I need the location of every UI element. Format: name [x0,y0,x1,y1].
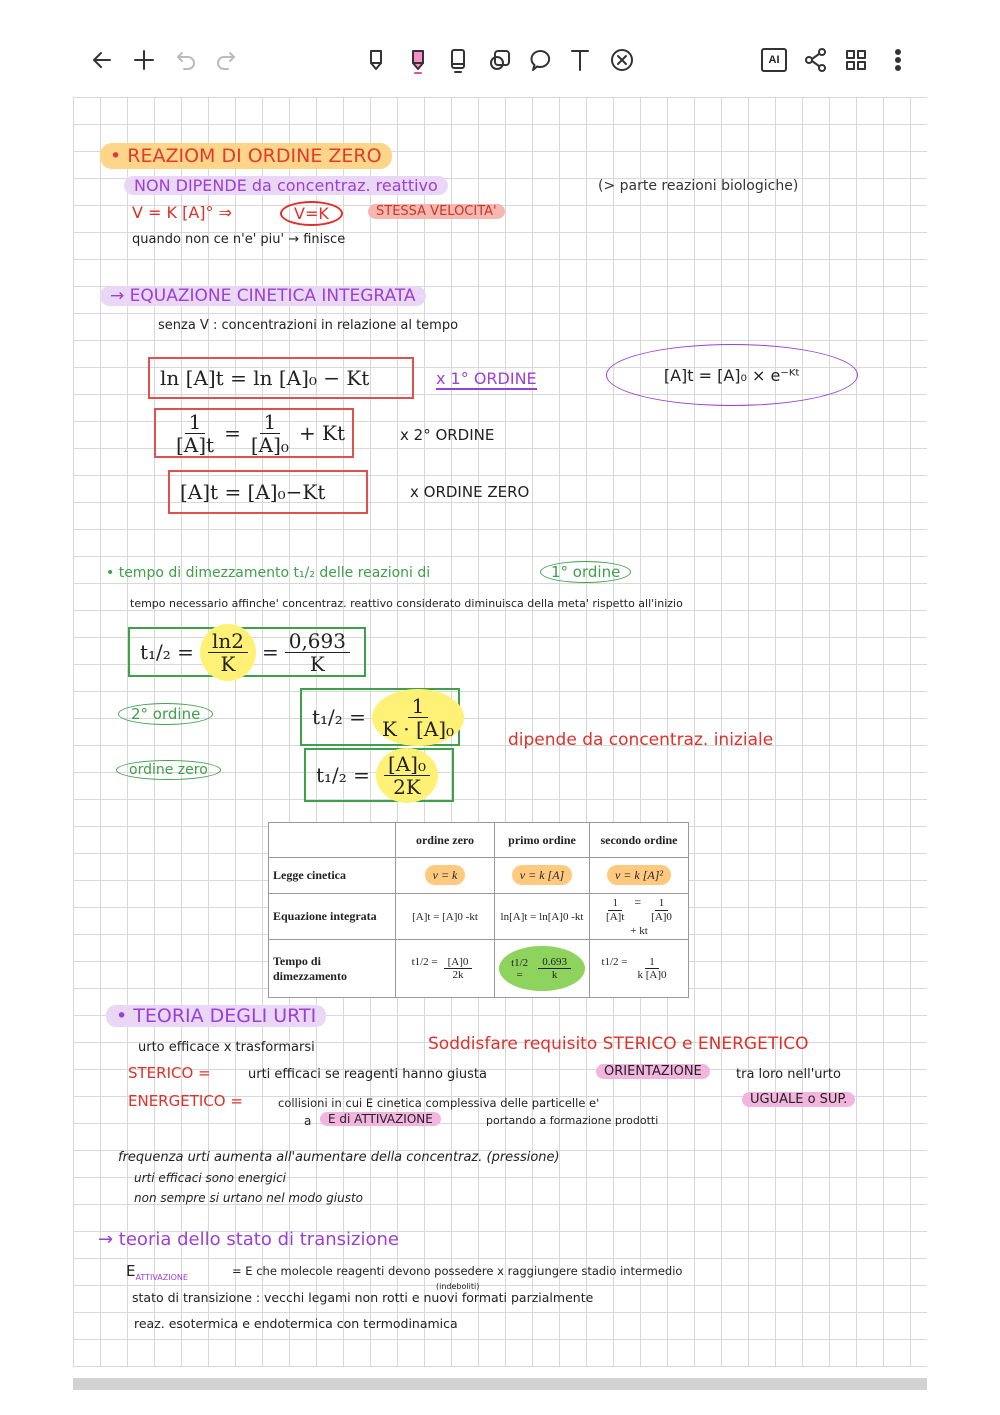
zero-order-rate-law: V = K [A]° ⇒ [132,203,233,222]
table-row [269,894,689,940]
table-cell: $\frac{1}{[A]t}$ = $\frac{1}{[A]0}$ + kt [590,894,689,940]
table-row [269,940,689,998]
same-velocity: STESSA VELOCITA' [368,204,505,219]
t1-eq: = [261,640,279,664]
energetic-a: a [304,1114,312,1128]
half-life-title: • tempo di dimezzamento t₁/₂ delle reazioni di [106,565,431,581]
undo-icon[interactable] [168,40,204,80]
transition-state-title: → teoria dello stato di transizione [98,1229,399,1250]
table-cell: t1/2 = $\frac{0.693}{k}$ [495,940,590,998]
highlighter-icon[interactable] [400,40,436,80]
section-title-zero-order: • REAZIOM DI ORDINE ZERO [100,145,392,167]
eq2-tail: + Kt [298,421,346,445]
t1-lhs: t₁/₂ = [140,640,194,664]
table-header-row [269,823,689,858]
activation-energy-highlight: E di ATTIVAZIONE [320,1112,441,1126]
frequency-line-2: urti efficaci sono energici [134,1171,287,1185]
toolbar [0,0,1000,95]
pen-icon[interactable] [358,40,394,80]
steric-desc: urti efficaci se reagenti hanno giusta [248,1067,487,1082]
text-icon[interactable] [562,40,598,80]
back-arrow-icon[interactable] [84,40,120,80]
add-icon[interactable] [126,40,162,80]
eq-zero-order: [A]t = [A]₀−Kt [180,480,326,504]
collision-requirement: Soddisfare requisito STERICO e ENERGETICO [428,1034,809,1054]
eq-exponential: [A]t = [A]₀ × e⁻ᴷᵗ [663,365,801,385]
eq-first-order: ln [A]t = ln [A]₀ − Kt [160,366,370,390]
half-life-first-order-box [128,627,366,677]
ai-icon[interactable] [756,40,792,80]
table-row-label: Legge cinetica [269,858,396,894]
table-header-cell: secondo ordine [590,823,689,858]
eq-first-order-label: x 1° ORDINE [436,369,537,388]
kinetics-table [268,822,689,998]
more-icon[interactable] [880,40,916,80]
integrated-subtitle: senza V : concentrazioni in relazione al tempo [158,318,459,333]
t2-lhs: t₁/₂ = [312,705,366,729]
half-life-first-order-oval: 1° ordine [540,561,631,583]
eq2-frac-2: $\frac{1}{\text{[A]₀}}$ [250,409,289,457]
eq-zero-order-label: x ORDINE ZERO [410,483,530,501]
t0-frac: $\frac{\text{[A]₀}}{2K}$ [376,748,438,803]
activation-energy-desc: = E che molecole reagenti devono possedere x raggiungere stadio intermedio [232,1264,683,1278]
t2-frac: $\frac{1}{\text{K · [A]₀}}$ [372,689,464,746]
zero-order-note: (> parte reazioni biologiche) [598,178,799,194]
eq-zero-order-box [168,470,368,514]
grid-icon[interactable] [838,40,874,80]
table-header-cell: primo ordine [495,823,590,858]
eq-second-order-label: x 2° ORDINE [400,426,495,444]
t0-lhs: t₁/₂ = [316,763,370,787]
eq2-frac-1: $\frac{1}{[A]t}$ [176,409,215,457]
zero-order-line-1: NON DIPENDE da concentraz. reattivo [124,176,448,195]
zero-order-v-equals-k: V=K [280,201,343,226]
table-cell: [A]t = [A]0 -kt [396,894,495,940]
activation-energy-symbol: $E_{ATTIVAZIONE}$ [126,1262,188,1282]
energetic-label: ENERGETICO = [128,1092,243,1110]
shapes-icon[interactable] [522,40,558,80]
table-cell: v = k [A] [495,858,590,894]
table-cell: v = k [396,858,495,894]
second-order-oval: 2° ordine [118,703,213,725]
table-cell: t1/2 = $\frac{[A]0}{2k}$ [396,940,495,998]
eq-second-order-box: $\frac{1}{[A]t}$ = $\frac{1}{\text{[A]₀}}$ + Kt [154,408,354,458]
zero-order-line-3: quando non ce n'e' piu' → finisce [132,232,346,247]
table-header-cell: ordine zero [396,823,495,858]
collision-line-1a: urto efficace x trasformarsi [138,1040,315,1055]
eq-first-order-box [148,357,414,399]
steric-desc-tail: tra loro nell'urto [736,1067,841,1082]
table-cell: v = k [A]² [590,858,689,894]
eq-exponential-oval [606,344,858,406]
orientation-highlight: ORIENTAZIONE [596,1064,710,1079]
exo-endo-line: reaz. esotermica e endotermica con termodinamica [134,1316,458,1331]
table-cell: ln[A]t = ln[A]0 -kt [495,894,590,940]
section-title-collision: • TEORIA DEGLI URTI [106,1005,326,1027]
close-tool-icon[interactable] [604,40,640,80]
frequency-line-3: non sempre si urtano nel modo giusto [134,1191,363,1205]
scroll-indicator[interactable] [73,1378,927,1390]
table-row-label: Tempo di dimezzamento [269,940,396,998]
share-icon[interactable] [798,40,834,80]
table-row-label: Equazione integrata [269,894,396,940]
t1-frac-2: $\frac{0,693}{K}$ [285,630,350,675]
lasso-icon[interactable] [482,40,518,80]
steric-label: STERICO = [128,1064,211,1082]
transition-state-desc: stato di transizione : vecchi legami non rotti e nuovi formati parzialmente [132,1290,594,1305]
eraser-icon[interactable] [440,40,476,80]
half-life-second-order-box [300,688,460,746]
equal-or-greater-highlight: UGUALE o SUP. [742,1092,855,1107]
section-title-integrated: → EQUAZIONE CINETICA INTEGRATA [100,286,426,306]
half-life-zero-order-box [304,748,454,802]
table-row [269,858,689,894]
table-cell: t1/2 = $\frac{1}{k [A]0}$ [590,940,689,998]
energetic-tail: portando a formazione prodotti [486,1114,659,1127]
redo-icon[interactable] [208,40,244,80]
weakened-note: (indeboliti) [436,1282,480,1291]
t1-frac: $\frac{\ln 2}{K}$ [200,624,256,681]
zero-order-oval: ordine zero [116,760,221,780]
ai-label: AI [761,48,787,72]
table-header-cell [269,823,396,858]
half-life-definition: tempo necessario affinche' concentraz. reattivo considerato diminuisca della meta' rispetto all'inizio [130,597,683,610]
frequency-line-1: frequenza urti aumenta all'aumentare della concentraz. (pressione) [118,1150,560,1165]
energetic-desc: collisioni in cui E cinetica complessiva delle particelle e' [278,1096,600,1110]
depends-initial-concentration: dipende da concentraz. iniziale [508,730,774,750]
